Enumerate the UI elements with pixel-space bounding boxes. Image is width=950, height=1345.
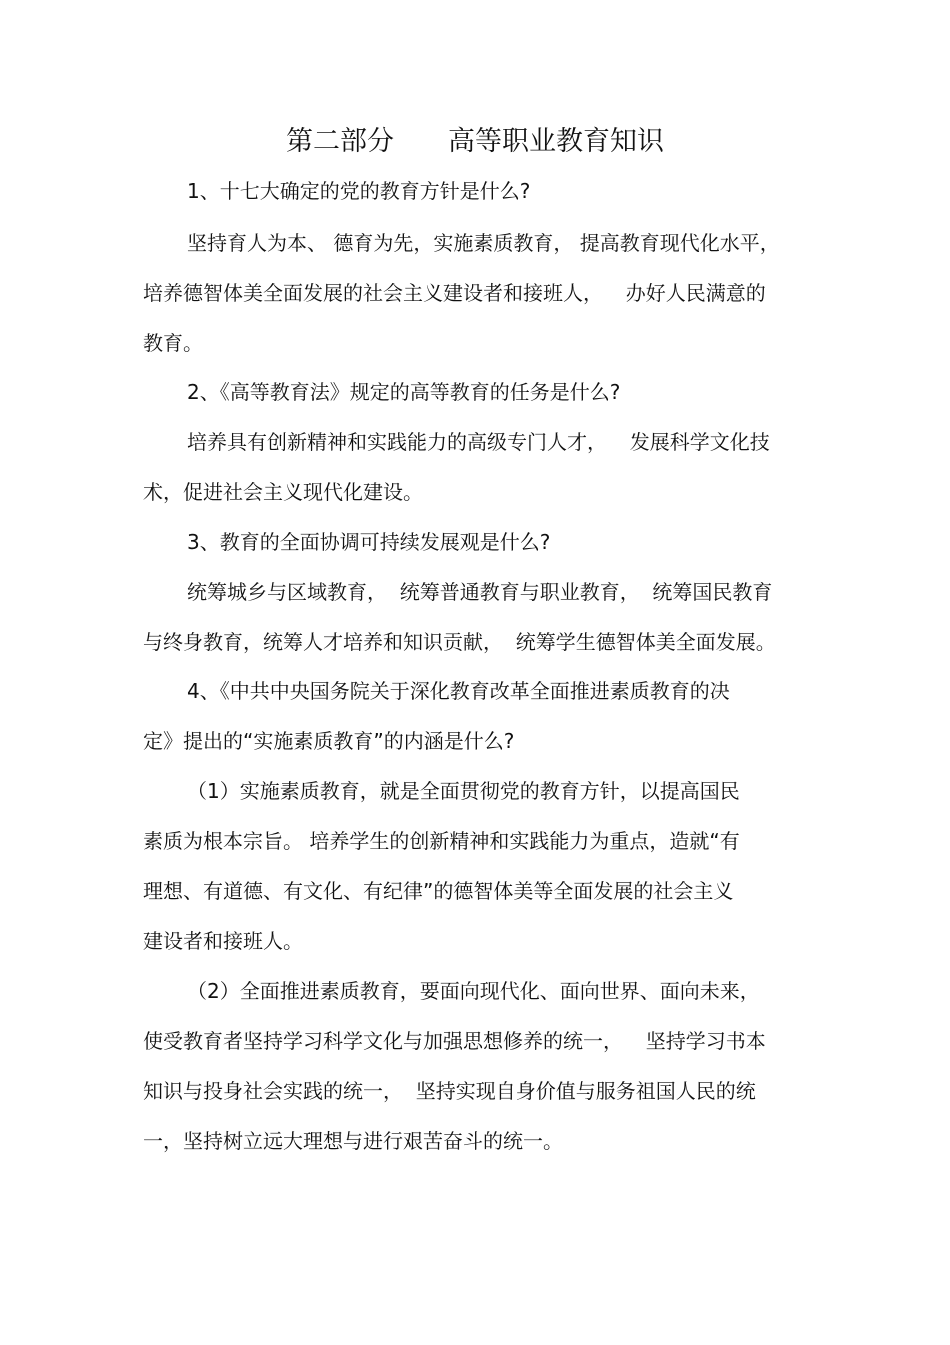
answer-1-line-2: 培养德智体美全面发展的社会主义建设者和接班人， 办好人民满意的 [143,281,766,305]
answer-4-1-line-2: 素质为根本宗旨。 培养学生的创新精神和实践能力为重点，造就“有 [143,829,740,853]
question-4-line-1: 4、《中共中央国务院关于深化教育改革全面推进素质教育的决 [187,679,730,703]
answer-1-line-3: 教育。 [143,331,203,355]
question-1: 1、十七大确定的党的教育方针是什么? [187,179,531,203]
question-2: 2、《高等教育法》规定的高等教育的任务是什么? [187,380,621,404]
answer-2-line-1: 培养具有创新精神和实践能力的高级专门人才， 发展科学文化技 [187,430,770,454]
page-title: 第二部分 高等职业教育知识 [286,126,664,157]
answer-4-2-line-1: （2）全面推进素质教育，要面向现代化、面向世界、面向未来， [187,979,760,1003]
answer-1-line-1: 坚持育人为本、 德育为先，实施素质教育， 提高教育现代化水平， [187,231,780,255]
question-3: 3、教育的全面协调可持续发展观是什么? [187,530,551,554]
answer-4-1-line-1: （1）实施素质教育，就是全面贯彻党的教育方针，以提高国民 [187,779,740,803]
answer-4-2-line-3: 知识与投身社会实践的统一， 坚持实现自身价值与服务祖国人民的统 [143,1079,756,1103]
answer-4-2-line-2: 使受教育者坚持学习科学文化与加强思想修养的统一， 坚持学习书本 [143,1029,766,1053]
answer-4-1-line-4: 建设者和接班人。 [143,929,303,953]
answer-4-1-line-3: 理想、有道德、有文化、有纪律”的德智体美等全面发展的社会主义 [143,879,734,903]
answer-4-2-line-4: 一，坚持树立远大理想与进行艰苦奋斗的统一。 [143,1129,563,1153]
question-4-line-2: 定》提出的“实施素质教育”的内涵是什么? [143,729,515,753]
answer-3-line-2: 与终身教育，统筹人才培养和知识贡献， 统筹学生德智体美全面发展。 [143,630,776,654]
answer-2-line-2: 术，促进社会主义现代化建设。 [143,480,423,504]
answer-3-line-1: 统筹城乡与区域教育， 统筹普通教育与职业教育， 统筹国民教育 [187,580,773,604]
